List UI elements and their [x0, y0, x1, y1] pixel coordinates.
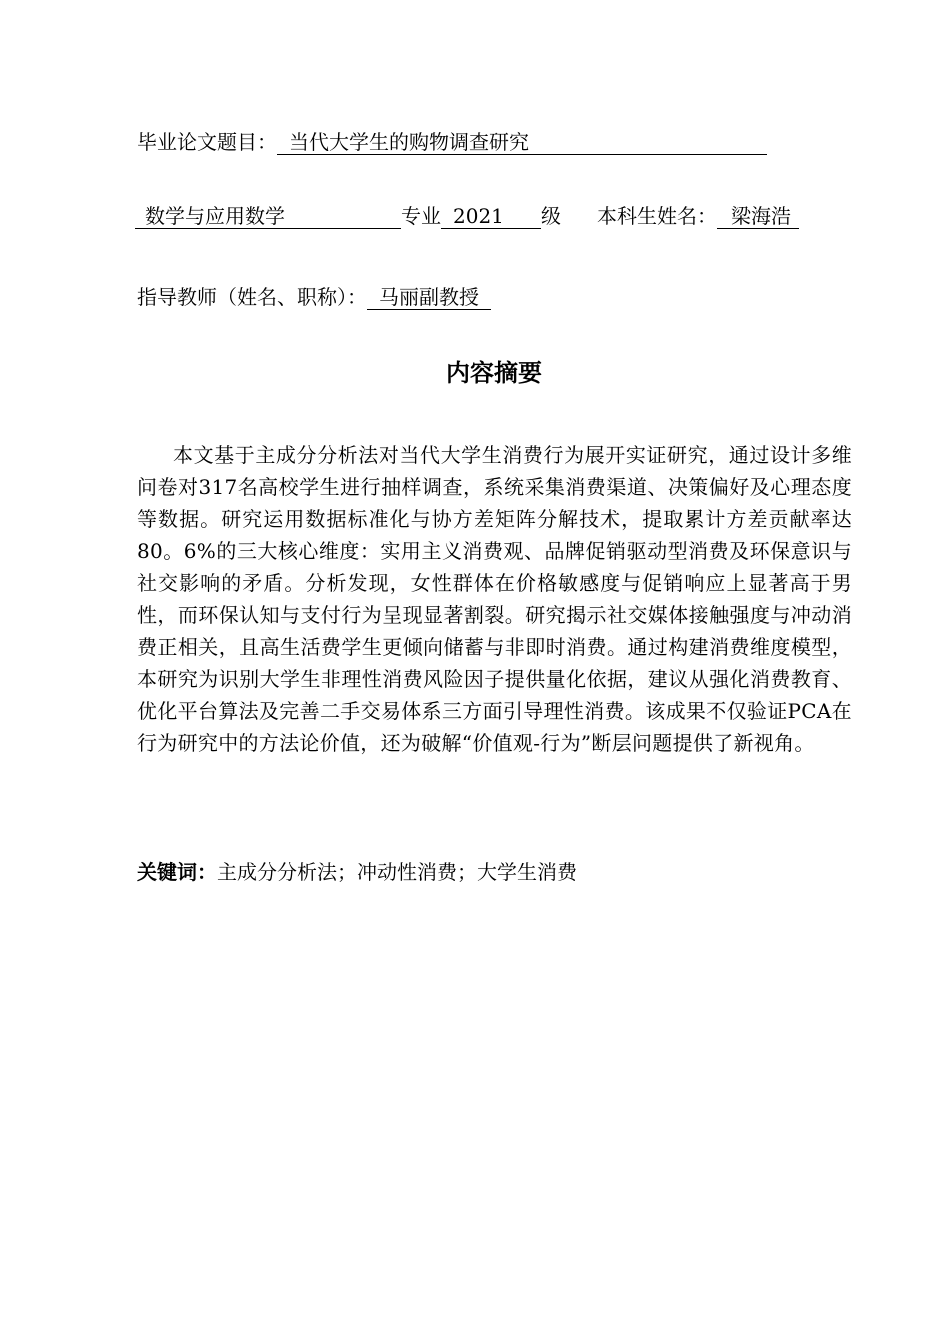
advisor-value: 马丽副教授	[367, 285, 491, 310]
student-name-label: 本科生姓名：	[597, 204, 717, 228]
keywords-value: 主成分分析法；冲动性消费；大学生消费	[217, 860, 577, 884]
student-name-value: 梁海浩	[717, 204, 799, 229]
keywords-line	[137, 858, 577, 886]
abstract-heading: 内容摘要	[446, 359, 542, 387]
year-value: 2021	[441, 204, 541, 229]
advisor-line	[137, 283, 491, 311]
abstract-body: 本文基于主成分分析法对当代大学生消费行为展开实证研究，通过设计多维问卷对317名高校学生进行抽样调查，系统采集消费渠道、决策偏好及心理态度等数据。研究运用数据标准化与协方差矩阵分解技术，提取累计方差贡献率达80。6%的三大核心维度：实用主义消费观、品牌促销驱动型消费及环保意识与社交影响的矛盾。分析发现，女性群体在价格敏感度与促销响应上显著高于男性，而环保认知与支付行为呈现显著割裂。研究揭示社交媒体接触强度与冲动消费正相关，且高生活费学生更倾向储蓄与非即时消费。通过构建消费维度模型，本研究为识别大学生非理性消费风险因子提供量化依据，建议从强化消费教育、优化平台算法及完善二手交易体系三方面引导理性消费。该成果不仅验证PCA在行为研究中的方法论价值，还为破解“价值观-行为”断层问题提供了新视角。	[137, 443, 852, 755]
major-line	[137, 202, 799, 230]
keywords-label: 关键词：	[137, 860, 217, 884]
thesis-title-line	[137, 128, 767, 156]
thesis-title-value: 当代大学生的购物调查研究	[277, 130, 767, 155]
major-value: 数学与应用数学	[135, 204, 401, 229]
year-label: 级	[541, 204, 561, 228]
major-label: 专业	[401, 204, 441, 228]
advisor-label: 指导教师（姓名、职称）：	[137, 285, 367, 309]
thesis-title-label: 毕业论文题目：	[137, 130, 277, 154]
